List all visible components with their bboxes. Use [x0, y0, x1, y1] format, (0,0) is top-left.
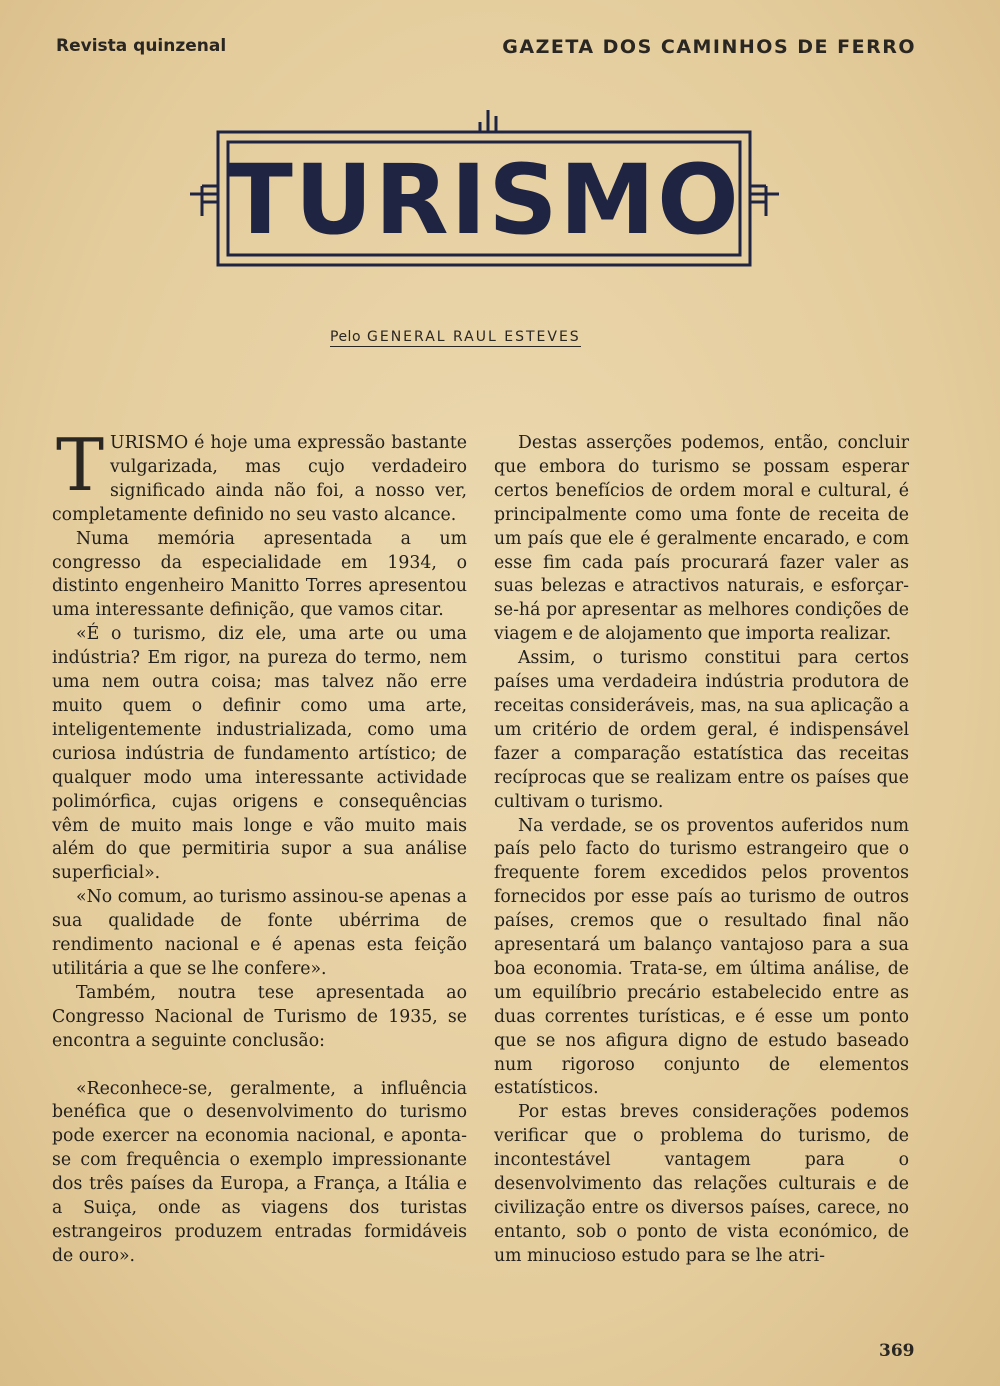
paragraph: Numa memória apresentada a um congresso da especialidade em 1934, o distinto engenheiro Manitto Torres apresentou uma interessante definição, que vamos citar.	[52, 528, 467, 621]
paragraph	[52, 423, 467, 528]
byline	[330, 329, 581, 347]
paragraph: «No comum, ao turismo assinou-se apenas a sua qualidade de fonte ubérrima de rendimento nacional e é apenas esta feição utilitária a que se lhe confere».	[52, 887, 467, 979]
paragraph-text: URISMO é hoje uma expressão bastante vulgarizada, mas cujo verdadeiro significado ainda não foi, a nosso ver, completamente definido no seu vasto alcance.	[52, 433, 467, 525]
drop-cap: T	[56, 423, 105, 507]
paragraph: Na verdade, se os proventos auferidos num país pelo facto do turismo estrangeiro que o frequente forem excedidos pelos proventos fornecidos por esse país ao turismo de outros países, cremos que o resultado final não apresentará um balanço vantajoso para a sua boa economia. Trata-se, em última análise, de um equilíbrio precário estabelecido entre as duas correntes turísticas, e é esse um ponto que se nos afigura digno de estudo baseado num rigoroso conjunto de elementos estatísticos.	[494, 815, 909, 1099]
article-column-right	[494, 432, 909, 1269]
article-title: TURISMO	[227, 144, 741, 256]
paragraph: Também, noutra tese apresentada ao Congresso Nacional de Turismo de 1935, se encontra a seguinte conclusão:	[52, 982, 467, 1051]
magazine-frequency: Revista quinzenal	[56, 36, 227, 56]
paragraph: «É o turismo, diz ele, uma arte ou uma indústria? Em rigor, na pureza do termo, nem uma nem outra coisa; mas talvez não erre muito quem o definir como uma arte, inteligentemente industrializada, como uma curiosa indústria de fundamento artístico; de qualquer modo uma interessante actividade polimórfica, cujas origens e consequências vêm de muito mais longe e vão muito mais além do que permitiria supor a sua análise superficial».	[52, 624, 467, 884]
magazine-title: GAZETA DOS CAMINHOS DE FERRO	[502, 36, 916, 58]
paragraph: Destas asserções podemos, então, concluir que embora do turismo se possam esperar certos benefícios de ordem moral e cultural, é principalmente como uma fonte de receita de um país que ele é geralmente encarado, e com esse fim cada país procurará fazer valer as suas belezas e atractivos naturais, e esforçar-se-há por apresentar as melhores condições de viagem e de alojamento que importa realizar.	[494, 433, 909, 645]
paragraph: «Reconhece-se, geralmente, a influência benéfica que o desenvolvimento do turismo pode exercer na economia nacional, e aponta-se com frequência o exemplo impressionante dos três países da Europa, a França, a Itália e a Suiça, onde as viagens dos turistas estrangeiros produzem entradas formidáveis de ouro».	[52, 1078, 467, 1266]
paragraph: Por estas breves considerações podemos verificar que o problema do turismo, de incontestável vantagem para o desenvolvimento das relações culturais e de civilização entre os diversos países, carece, no entanto, sob o ponto de vista económico, de um minucioso estudo para se lhe atri-	[494, 1102, 909, 1266]
article-column-left	[52, 423, 467, 1269]
paragraph: Assim, o turismo constitui para certos países uma verdadeira indústria produtora de receitas consideráveis, mas, na sua aplicação a um critério de ordem geral, é indispensável fazer a comparação estatística das receitas recíprocas que se realizam entre os países que cultivam o turismo.	[494, 648, 909, 812]
page-number: 369	[879, 1341, 915, 1361]
byline-prefix: Pelo	[330, 329, 362, 345]
byline-author: GENERAL RAUL ESTEVES	[367, 329, 581, 345]
